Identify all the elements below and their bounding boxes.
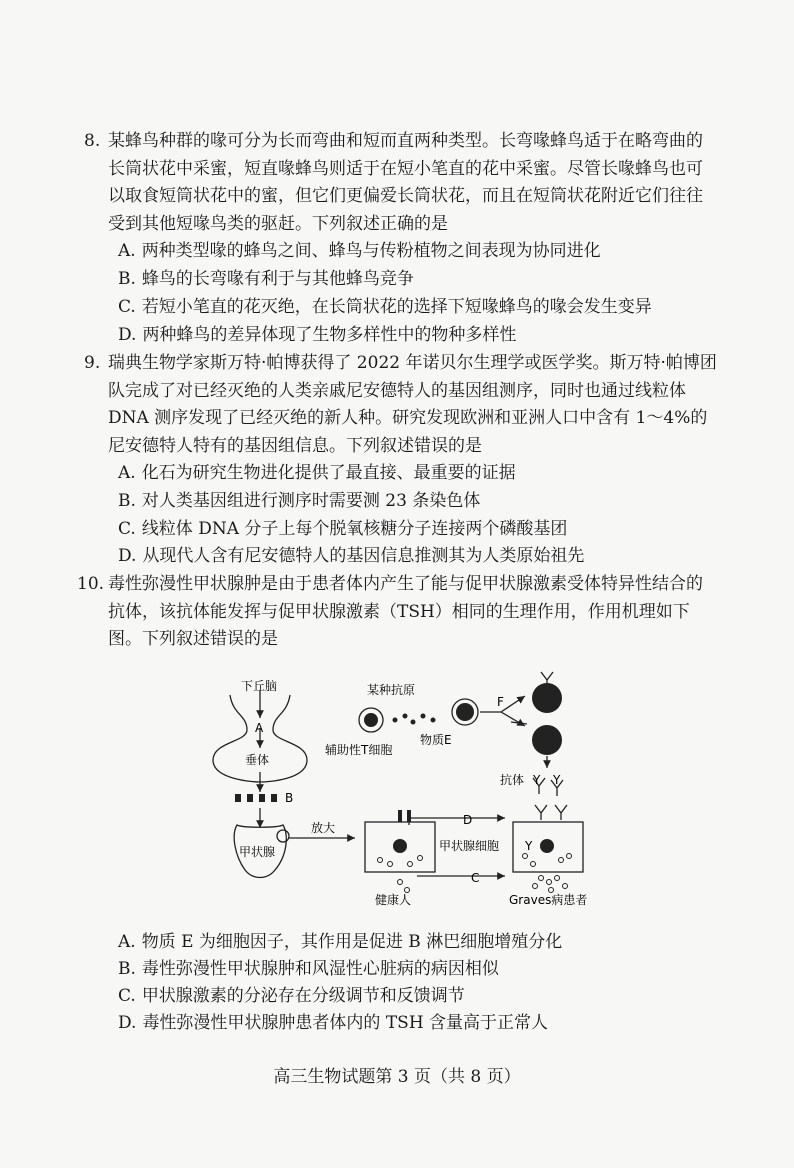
option-text: 两种类型喙的蜂鸟之间、蜂鸟与传粉植物之间表现为协同进化 — [141, 241, 601, 261]
option-text: 两种蜂鸟的差异体现了生物多样性中的物种多样性 — [142, 325, 517, 345]
question-text: 毒性弥漫性甲状腺肿是由于患者体内产生了能与促甲状腺激素受体特异性结合的抗体，该抗体能发挥与促甲状腺激素（TSH）相同的生理作用，作用机理如下图。下列叙述错误的是 — [108, 574, 703, 649]
question-10-option-b[interactable] — [118, 956, 499, 984]
question-10-option-c[interactable] — [118, 983, 465, 1011]
label-pituitary: 垂体 — [245, 753, 270, 767]
label-substance-e: 物质E — [420, 733, 452, 747]
diagram-svg — [195, 660, 615, 920]
option-text: 毒性弥漫性甲状腺肿患者体内的 TSH 含量高于正常人 — [142, 1013, 549, 1033]
option-text: 从现代人含有尼安德特人的基因信息推测其为人类原始祖先 — [142, 546, 585, 566]
question-9-stem — [84, 350, 718, 460]
question-8-option-a[interactable] — [118, 238, 601, 266]
option-label: B. — [118, 491, 136, 511]
question-9-option-c[interactable] — [118, 516, 567, 544]
option-label: B. — [118, 269, 136, 289]
question-number: 8. — [84, 131, 101, 151]
question-number: 10. — [77, 574, 105, 594]
question-text: 瑞典生物学家斯万特·帕博获得了 2022 年诺贝尔生理学或医学奖。斯万特·帕博团队完成了对已经灭绝的人类亲戚尼安德特人的基因组测序，同时也通过线粒体 DNA 测序发现了已经灭绝的新人种。研究发现欧洲和亚洲人口中含有 1～4%的尼安德特人特有的基因组信息。下列叙述错误的是 — [108, 353, 717, 456]
question-8-option-c[interactable] — [118, 294, 652, 322]
label-d: D — [463, 813, 473, 827]
label-y1: Y — [533, 773, 541, 787]
question-9-option-a[interactable] — [118, 460, 516, 488]
label-amplify: 放大 — [311, 821, 336, 835]
question-10-stem — [77, 571, 718, 654]
label-y2: Y — [553, 773, 561, 787]
question-8-option-b[interactable] — [118, 266, 414, 294]
question-number: 9. — [84, 353, 101, 373]
question-8-stem — [84, 128, 718, 238]
option-label: C. — [118, 297, 136, 317]
label-graves: Graves病患者 — [509, 893, 588, 907]
option-text: 蜂鸟的长弯喙有利于与其他蜂鸟竞争 — [141, 269, 414, 289]
option-label: A. — [118, 241, 136, 261]
label-f: F — [497, 695, 504, 709]
option-label: D. — [118, 1013, 137, 1033]
label-antigen: 某种抗原 — [367, 683, 416, 697]
option-label: C. — [118, 519, 136, 539]
label-y-cell: Y — [525, 839, 533, 853]
option-label: A. — [118, 463, 136, 483]
label-healthy: 健康人 — [375, 893, 412, 907]
question-9-option-d[interactable] — [118, 543, 584, 571]
option-text: 对人类基因组进行测序时需要测 23 条染色体 — [141, 491, 481, 511]
page-footer: 高三生物试题第 3 页（共 8 页） — [273, 1067, 521, 1087]
label-thyroid: 甲状腺 — [239, 845, 276, 859]
label-b: B — [285, 791, 294, 805]
label-helper-t-cell: 辅助性T细胞 — [325, 743, 393, 757]
question-10-option-a[interactable] — [118, 929, 562, 957]
option-text: 线粒体 DNA 分子上每个脱氧核糖分子连接两个磷酸基团 — [141, 519, 568, 539]
option-label: B. — [118, 959, 136, 979]
option-text: 若短小笔直的花灭绝，在长筒状花的选择下短喙蜂鸟的喙会发生变异 — [141, 297, 652, 317]
label-hypothalamus: 下丘脑 — [241, 679, 278, 693]
option-label: C. — [118, 986, 136, 1006]
label-thyroid-cell: 甲状腺细胞 — [439, 839, 500, 853]
option-label: A. — [118, 932, 136, 952]
option-text: 甲状腺激素的分泌存在分级调节和反馈调节 — [141, 986, 465, 1006]
label-c: C — [471, 871, 480, 885]
question-text: 某蜂鸟种群的喙可分为长而弯曲和短而直两种类型。长弯喙蜂鸟适于在略弯曲的长筒状花中采蜜，短直喙蜂鸟则适于在短小笔直的花中采蜜。尽管长喙蜂鸟也可以取食短筒状花中的蜜，但它们更偏爱长筒状花，而且在短筒状花附近它们往往受到其他短喙鸟类的驱赶。下列叙述正确的是 — [108, 131, 703, 234]
option-label: D. — [118, 546, 137, 566]
option-text: 毒性弥漫性甲状腺肿和风湿性心脏病的病因相似 — [141, 959, 499, 979]
option-label: D. — [118, 325, 137, 345]
thyroid-mechanism-diagram — [195, 660, 615, 920]
question-9-option-b[interactable] — [118, 488, 480, 516]
question-8-option-d[interactable] — [118, 322, 516, 350]
option-text: 化石为研究生物进化提供了最直接、最重要的证据 — [141, 463, 516, 483]
label-a: A — [255, 721, 264, 735]
label-antibody: 抗体 — [500, 773, 525, 787]
question-10-option-d[interactable] — [118, 1010, 548, 1038]
option-text: 物质 E 为细胞因子，其作用是促进 B 淋巴细胞增殖分化 — [141, 932, 563, 952]
